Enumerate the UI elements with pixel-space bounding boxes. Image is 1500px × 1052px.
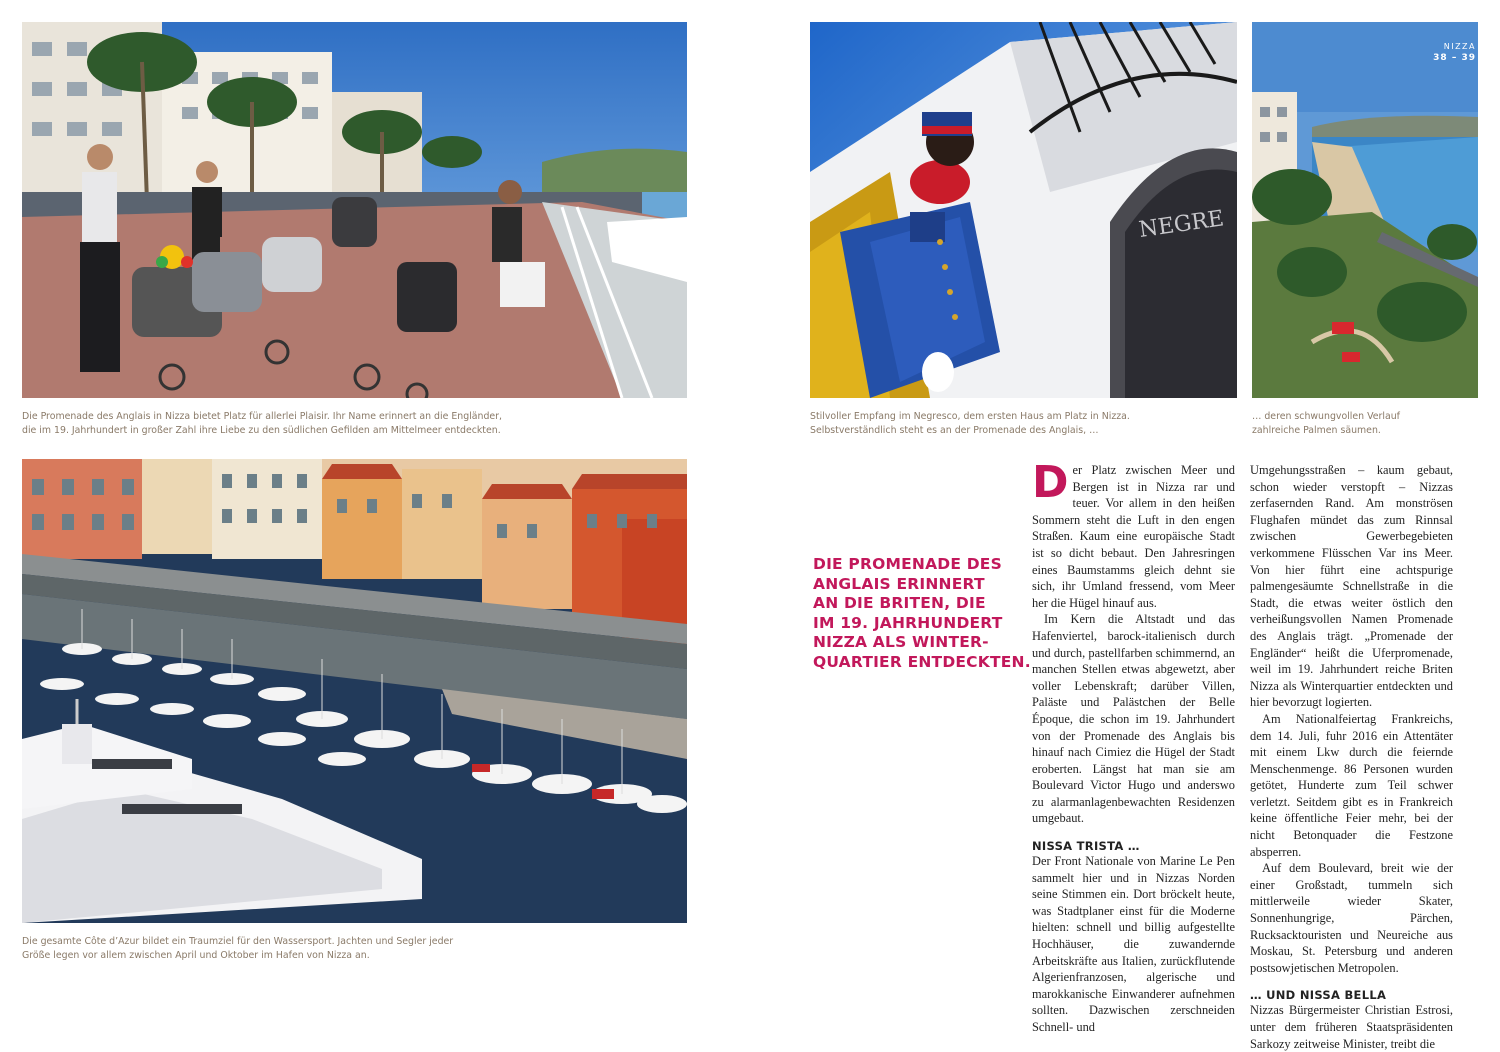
- photo-harbor: [22, 459, 687, 923]
- article-paragraph: Auf dem Boulevard, breit wie der einer Großstadt, tummeln sich mittlerweile wieder Skater, Sonnenhungrige, Pärchen, Rucksacktouristen und Neureiche aus Moskau, St. Petersburg und anderen postsowjetischen Metropolen.: [1250, 861, 1453, 975]
- section-heading: … UND NISSA BELLA: [1250, 988, 1387, 1003]
- caption-harbor: Die gesamte Côte d’Azur bildet ein Traumziel für den Wassersport. Jachten und Segler jeder Größe legen vor allem zwischen April und Oktober im Hafen von Nizza an.: [22, 936, 454, 961]
- caption-coast: … deren schwungvollen Verlauf zahlreiche Palmen säumen.: [1252, 411, 1400, 436]
- dropcap: D: [1032, 457, 1069, 508]
- caption-promenade: Die Promenade des Anglais in Nizza bietet Platz für allerlei Plaisir. Ihr Name erinnert an die Engländer, die im 19. Jahrhundert in großer Zahl ihre Liebe zu den südlichen Gefilden am Mittelmeer entdeckten.: [22, 411, 503, 436]
- hotel-sign: NEGRE: [1137, 206, 1226, 243]
- magazine-name: NIZZA: [1443, 42, 1476, 51]
- caption-doorman: Stilvoller Empfang im Negresco, dem ersten Haus am Platz in Nizza. Selbstverständlich steht es an der Promenade des Anglais, …: [810, 411, 1130, 436]
- article-column-2: [1250, 462, 1453, 1052]
- article-paragraph: Im Kern die Altstadt und das Hafenviertel, barock-italienisch durch und durch, pastellfarben schimmernd, an manchen Stellen etwas abgewetzt, aber voller Lebenskraft; darüber Villen, Paläste und Palästchen der Belle Époque, die schon im 19. Jahrhundert von der Promenade des Anglais bis hinauf nach Cimiez die Hügel der Stadt eroberten. Längst hat man sie am Boulevard Victor Hugo und anderswo zu alarmanlagenbewachten Residenzen umgebaut.: [1032, 612, 1235, 826]
- article-paragraph: Am Nationalfeiertag Frankreichs, dem 14. Juli, fuhr 2016 ein Attentäter mit einem Lkw durch die feiernde Menschenmenge. 86 Personen wurden getötet, Hunderte zum Teil schwer verletzt. Seitdem gibt es in Frankreich keine öffentliche Feier mehr, bei der nicht Betonquader die Festzone absperren.: [1250, 711, 1453, 859]
- section-heading: NISSA TRISTA …: [1032, 839, 1140, 854]
- article-paragraph: Nizzas Bürgermeister Christian Estrosi, unter dem früheren Staatspräsidenten Sarkozy zeitweise Minister, treibt die: [1250, 1003, 1453, 1051]
- photo-doorman: [810, 22, 1237, 398]
- article-column-1: [1032, 457, 1235, 1036]
- photo-coast: [1252, 22, 1478, 398]
- photo-promenade: [22, 22, 687, 398]
- pull-quote: DIE PROMENADE DES ANGLAIS ERINNERT AN DIE BRITEN, DIE IM 19. JAHRHUNDERT NIZZA ALS WINTER- QUARTIER ENTDECKTEN.: [813, 555, 1031, 671]
- article-paragraph: Der Platz zwischen Meer und Bergen ist in Nizza rar und teuer. Vor allem in den heißen Sommern steht die Luft in den engen Straßen. Kaum eine europäische Stadt ist so dicht bebaut. Den Jahresringen eines Baumstamms gleich dehnt sie sich, ihr Umland fressend, vom Meer her die Hügel hinauf aus.: [1032, 457, 1235, 610]
- article-paragraph: Der Front Nationale von Marine Le Pen sammelt hier und in Nizzas Norden seine Stimmen ein. Dort bröckelt heute, was Stadtplaner einst für die Moderne hielten: schnell und billig aufgestellte Hochhäuser, die zuwandernde Arbeitskräfte aus Italien, zurückflutende Algerienfranzosen, algerische und marokkanische Einwanderer aufnehmen sollten. Dazwischen zerschneiden Schnell- und: [1032, 854, 1235, 1034]
- page-numbers: 38 – 39: [1433, 53, 1476, 63]
- article-paragraph: Umgehungsstraßen – kaum gebaut, schon wieder verstopft – Nizzas zerfasernden Rand. Am monströsen Flughafen mündet das zum Rinnsal zwischen Gewerbegebieten verkommene Flüsschen Var ins Meer. Von hier führt eine achtspurige palmengesäumte Schnellstraße in die Stadt, die etwas weiter östlich den verheißungsvollen Namen Promenade des Anglais trägt. „Promenade der Engländer“ heißt die Uferpromenade, weil im 19. Jahrhundert reiche Briten Nizza als Winterquartier entdeckten und hier bevorzugt logierten.: [1250, 463, 1453, 710]
- folio: [1433, 42, 1476, 64]
